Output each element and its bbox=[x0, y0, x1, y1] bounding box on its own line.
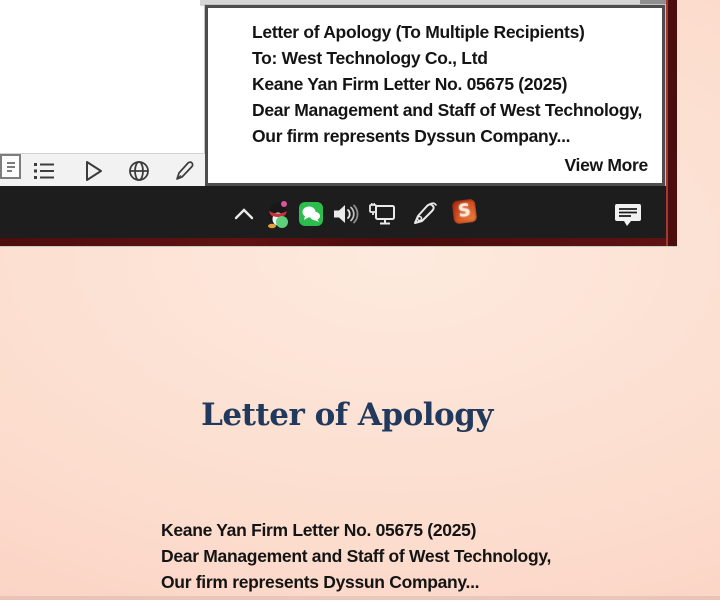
body-ref-number: Keane Yan Firm Letter No. 05675 (2025) bbox=[161, 520, 477, 540]
chevron-up-icon[interactable] bbox=[234, 208, 254, 220]
pen-icon[interactable] bbox=[172, 159, 196, 183]
notification-popup[interactable] bbox=[205, 5, 665, 186]
slideshow-play-icon[interactable] bbox=[82, 159, 106, 183]
body-salutation: Dear Management and Staff of West Technology, bbox=[161, 546, 552, 566]
notification-icon[interactable] bbox=[613, 202, 643, 228]
windows-ink-pen-icon[interactable] bbox=[410, 201, 438, 227]
popup-ref-number: Keane Yan Firm Letter No. 05675 (2025) bbox=[252, 74, 568, 94]
screenshot-right-border bbox=[666, 0, 677, 246]
outline-view-icon[interactable] bbox=[32, 159, 56, 183]
sogou-input-icon[interactable] bbox=[453, 200, 476, 223]
sogou-badge bbox=[452, 199, 478, 225]
view-more-link[interactable]: View More bbox=[564, 155, 648, 175]
wechat-badge bbox=[299, 202, 323, 226]
view-toolbar bbox=[0, 153, 205, 187]
embedded-desktop-screenshot bbox=[0, 0, 677, 247]
sogou-letter: S bbox=[457, 200, 472, 222]
network-icon[interactable] bbox=[368, 202, 398, 226]
web-globe-icon[interactable] bbox=[127, 159, 151, 183]
slide-title: Letter of Apology bbox=[201, 397, 493, 433]
taskbar bbox=[0, 186, 677, 246]
slide-bottom-edge bbox=[0, 596, 720, 600]
normal-view-icon[interactable] bbox=[0, 154, 21, 179]
popup-salutation: Dear Management and Staff of West Technology, bbox=[252, 100, 643, 120]
volume-icon[interactable] bbox=[333, 203, 359, 225]
wechat-icon[interactable] bbox=[299, 202, 323, 226]
popup-body-preview: Our firm represents Dyssun Company... bbox=[252, 126, 571, 146]
screenshot-bottom-border bbox=[0, 238, 677, 246]
popup-recipient: To: West Technology Co., Ltd bbox=[252, 48, 488, 68]
qq-icon[interactable] bbox=[266, 199, 291, 229]
popup-title: Letter of Apology (To Multiple Recipients) bbox=[252, 22, 585, 42]
body-preview: Our firm represents Dyssun Company... bbox=[161, 572, 480, 592]
slide-body-text bbox=[161, 517, 551, 595]
